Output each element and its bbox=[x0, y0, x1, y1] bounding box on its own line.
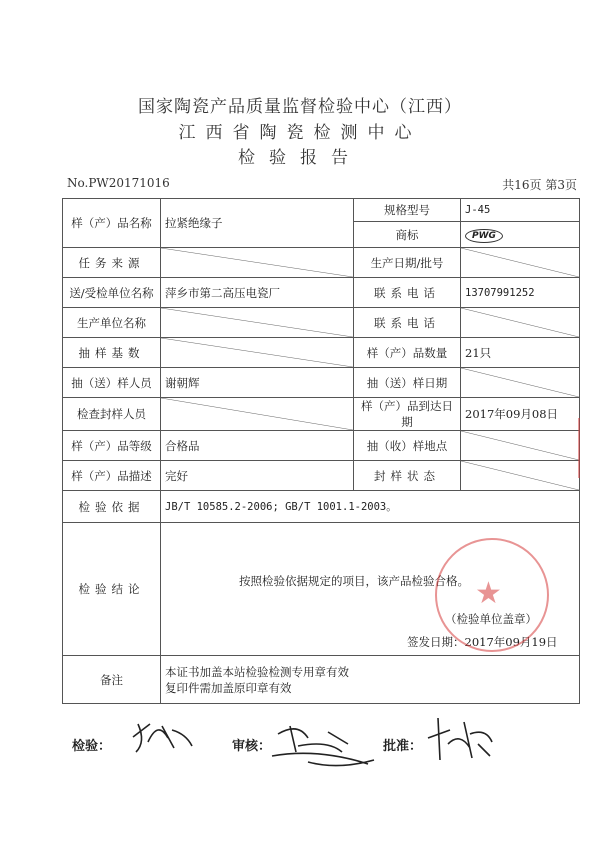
sealer-empty bbox=[161, 398, 354, 431]
basis-label: 检验依据 bbox=[63, 491, 161, 523]
task-source-empty bbox=[161, 248, 354, 278]
approver-label: 批准： bbox=[383, 739, 423, 754]
contact-phone-value: 13707991252 bbox=[461, 278, 580, 308]
issue-date: 签发日期：2017年09月19日 bbox=[407, 635, 558, 649]
sampling-date-label: 抽（送）样日期 bbox=[354, 368, 461, 398]
seal-star-icon: ★ bbox=[475, 576, 502, 611]
sampling-place-label: 抽（收）样地点 bbox=[354, 431, 461, 461]
report-number: No.PW20171016 bbox=[67, 176, 170, 190]
trademark-label: 商标 bbox=[354, 222, 461, 248]
sample-qty-label: 样（产）品数量 bbox=[354, 338, 461, 368]
description-value: 完好 bbox=[161, 461, 354, 491]
sampling-date-empty bbox=[461, 368, 580, 398]
sampling-base-empty bbox=[161, 338, 354, 368]
report-table bbox=[62, 198, 580, 704]
sample-qty-value: 21只 bbox=[461, 338, 580, 368]
production-date-empty bbox=[461, 248, 580, 278]
spec-value: J-45 bbox=[461, 199, 580, 222]
arrival-date-value: 2017年09月08日 bbox=[461, 398, 580, 431]
grade-value: 合格品 bbox=[161, 431, 354, 461]
seal-status-empty bbox=[461, 461, 580, 491]
remarks-line-1: 本证书加盖本站检验检测专用章有效 bbox=[165, 664, 349, 679]
sealer-label: 检查封样人员 bbox=[63, 398, 161, 431]
sender-label: 送/受检单位名称 bbox=[63, 278, 161, 308]
title-line-1: 国家陶瓷产品质量监督检验中心（江西） bbox=[138, 97, 462, 117]
sender-value: 萍乡市第二高压电瓷厂 bbox=[161, 278, 354, 308]
remarks-cell bbox=[161, 656, 580, 704]
sampler-label: 抽（送）样人员 bbox=[63, 368, 161, 398]
title-line-2: 江西省陶瓷检测中心 bbox=[178, 123, 422, 143]
description-label: 样（产）品描述 bbox=[63, 461, 161, 491]
seal-status-label: 封样状态 bbox=[354, 461, 461, 491]
conclusion-label: 检验结论 bbox=[63, 523, 161, 656]
trademark-logo: PWG bbox=[465, 229, 503, 243]
arrival-date-label: 样（产）品到达日期 bbox=[354, 398, 461, 431]
contact-phone-empty bbox=[461, 308, 580, 338]
sampling-base-label: 抽样基数 bbox=[63, 338, 161, 368]
sampler-value: 谢朝辉 bbox=[161, 368, 354, 398]
reviewer-signature bbox=[268, 712, 378, 772]
side-seal-stamp bbox=[578, 418, 600, 478]
product-name-label: 样（产）品名称 bbox=[63, 199, 161, 248]
basis-value: JB/T 10585.2-2006; GB/T 1001.1-2003。 bbox=[161, 491, 580, 523]
inspector-signature bbox=[128, 712, 198, 757]
manufacturer-label: 生产单位名称 bbox=[63, 308, 161, 338]
task-source-label: 任务来源 bbox=[63, 248, 161, 278]
remarks-label: 备注 bbox=[63, 656, 161, 704]
stamp-unit-note: （检验单位盖章） bbox=[445, 612, 537, 626]
reviewer-label: 审核： bbox=[232, 739, 272, 754]
contact-phone-label-2: 联系电话 bbox=[354, 308, 461, 338]
title-line-3: 检验报告 bbox=[238, 148, 362, 168]
page-count: 共16页 第3页 bbox=[502, 178, 577, 192]
product-name-value: 拉紧绝缘子 bbox=[161, 199, 354, 248]
conclusion-value: 按照检验依据规定的项目，该产品检验合格。 bbox=[239, 574, 469, 588]
spec-label: 规格型号 bbox=[354, 199, 461, 222]
contact-phone-label: 联系电话 bbox=[354, 278, 461, 308]
conclusion-cell bbox=[161, 523, 580, 656]
manufacturer-empty bbox=[161, 308, 354, 338]
sampling-place-empty bbox=[461, 431, 580, 461]
approver-signature bbox=[420, 708, 500, 768]
remarks-line-2: 复印件需加盖原印章有效 bbox=[165, 680, 292, 695]
inspector-label: 检验： bbox=[72, 739, 112, 754]
production-date-label: 生产日期/批号 bbox=[354, 248, 461, 278]
grade-label: 样（产）品等级 bbox=[63, 431, 161, 461]
